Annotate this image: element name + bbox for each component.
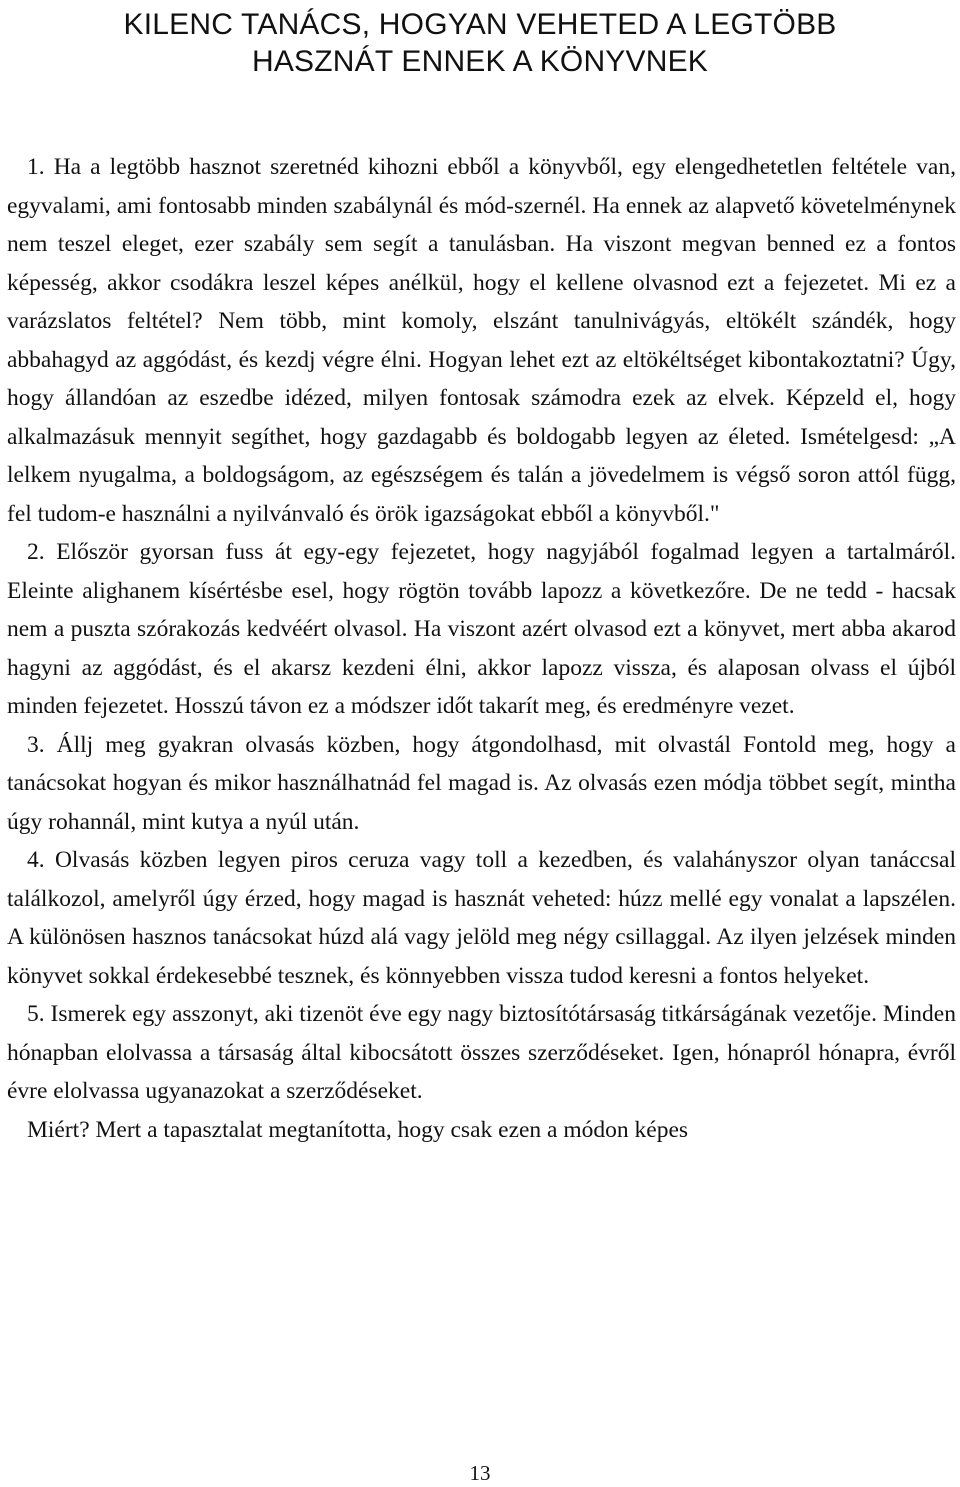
chapter-title: [0, 6, 960, 80]
paragraph-1: 1. Ha a legtöbb hasznot szeretnéd kihozni ebből a könyvből, egy elengedhetetlen feltétele van, egyvalami, ami fontosabb minden szabálynál és mód-szernél. Ha ennek az alapvető követelménynek nem teszel eleget, ezer szabály sem segít a tanulásban. Ha viszont megvan benned ez a fontos képesség, akkor csodákra leszel képes anélkül, hogy el kellene olvasnod ezt a fejezetet. Mi ez a varázslatos feltétel? Nem több, mint komoly, elszánt tanulnivágyás, eltökélt szándék, hogy abbahagyd az aggódást, és kezdj végre élni. Hogyan lehet ezt az eltökéltséget kibontakoztatni? Úgy, hogy állandóan az eszedbe idézed, milyen fontosak számodra ezek az elvek. Képzeld el, hogy alkalmazásuk mennyit segíthet, hogy gazdagabb és boldogabb legyen az életed. Ismételgesd: „A lelkem nyugalma, a boldogságom, az egészségem és talán a jövedelmem is végső soron attól függ, fel tudom-e használni a nyilvánvaló és örök igazságokat ebből a könyvből.": [7, 154, 956, 527]
paragraph-3: 3. Állj meg gyakran olvasás közben, hogy átgondolhasd, mit olvastál Fontold meg, hogy a tanácsokat hogyan és mikor használhatnád fel magad is. Az olvasás ezen módja többet segít, mintha úgy rohannál, mint kutya a nyúl után.: [7, 731, 956, 835]
body-text: [7, 148, 956, 1149]
paragraph-6: Miért? Mert a tapasztalat megtanította, hogy csak ezen a módon képes: [27, 1116, 689, 1143]
chapter-title-line-2: HASZNÁT ENNEK A KÖNYVNEK: [251, 45, 709, 78]
paragraph-4: 4. Olvasás közben legyen piros ceruza vagy toll a kezedben, és valahányszor olyan tanáccsal találkozol, amelyről úgy érzed, hogy magad is hasznát veheted: húzz mellé egy vonalat a lapszélen. A különösen hasznos tanácsokat húzd alá vagy jelöld meg négy csillaggal. Az ilyen jelzések minden könyvet sokkal érdekesebbé tesznek, és könnyebben vissza tudod keresni a fontos helyeket.: [7, 847, 956, 989]
paragraph-5: 5. Ismerek egy asszonyt, aki tizenöt éve egy nagy biztosítótársaság titkárságának vezetője. Minden hónapban elolvassa a társaság által kibocsátott összes szerződéseket. Igen, hónapról hónapra, évről évre elolvassa ugyanazokat a szerződéseket.: [7, 1001, 956, 1104]
page-number: 13: [469, 1461, 491, 1485]
paragraph-2: 2. Először gyorsan fuss át egy-egy fejezetet, hogy nagyjából fogalmad legyen a tartalmáról. Eleinte alighanem kísértésbe esel, hogy rögtön tovább lapozz a következőre. De ne tedd - hacsak nem a puszta szórakozás kedvéért olvasol. Ha viszont azért olvasod ezt a könyvet, mert abba akarod hagyni az aggódást, és el akarsz kezdeni élni, akkor lapozz vissza, és alaposan olvass el újból minden fejezetet. Hosszú távon ez a módszer időt takarít meg, és eredményre vezet.: [7, 539, 956, 719]
chapter-title-line-1: KILENC TANÁCS, HOGYAN VEHETED A LEGTÖBB: [123, 8, 837, 41]
